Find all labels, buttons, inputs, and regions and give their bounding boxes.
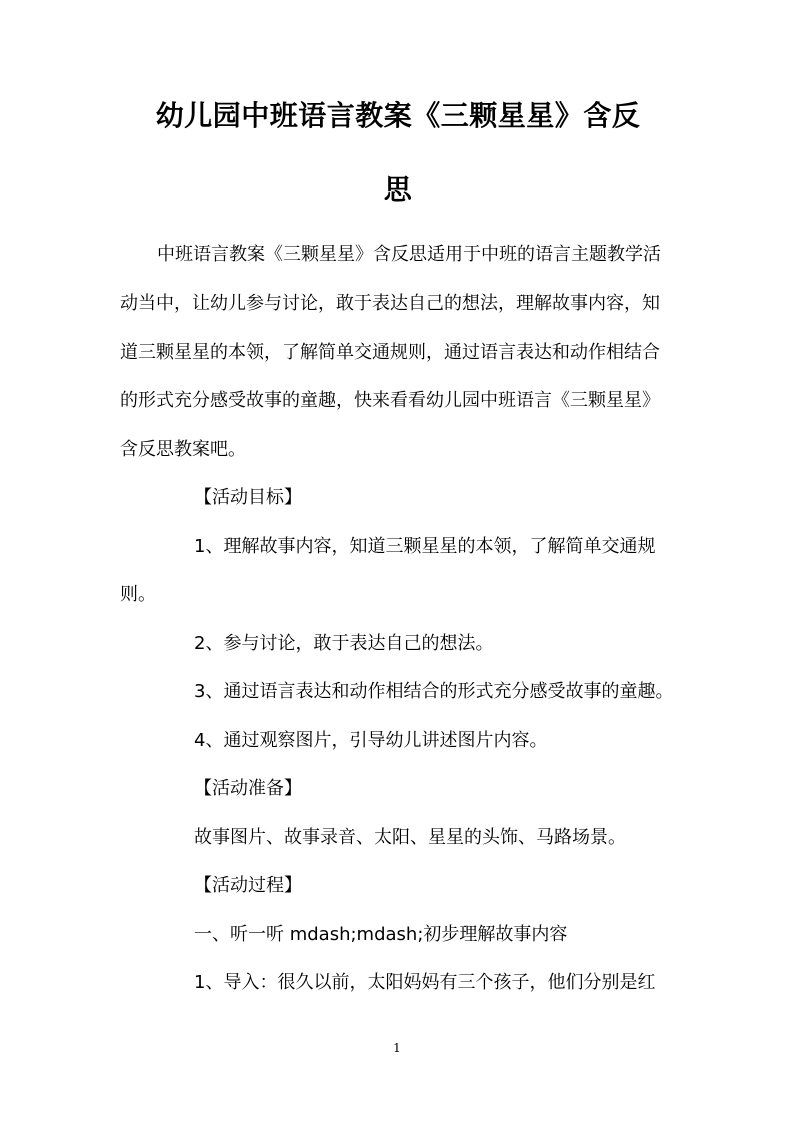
intro-line-3: 道三颗星星的本领，了解简单交通规则，通过语言表达和动作相结合 [120,342,660,363]
intro-line-1: 中班语言教案《三颗星星》含反思适用于中班的语言主题教学活 [157,244,661,265]
goal-3: 3、通过语言表达和动作相结合的形式充分感受故事的童趣。 [194,681,674,702]
intro-line-5: 含反思教案吧。 [120,439,246,460]
process-heading: 【活动过程】 [194,875,302,896]
process-step-1: 一、听一听 mdash;mdash;初步理解故事内容 [194,924,568,945]
document-title-line-2: 思 [383,173,413,206]
prep-text: 故事图片、故事录音、太阳、星星的头饰、马路场景。 [194,827,626,848]
intro-line-4: 的形式充分感受故事的童趣，快来看看幼儿园中班语言《三颗星星》 [120,390,660,411]
page-number: 1 [393,1041,401,1055]
goal-4: 4、通过观察图片，引导幼儿讲述图片内容。 [194,730,548,751]
goal-1-line-2: 则。 [120,584,156,605]
prep-heading: 【活动准备】 [194,778,302,799]
process-step-1-item-1: 1、导入：很久以前，太阳妈妈有三个孩子，他们分别是红 [194,972,656,993]
goals-heading: 【活动目标】 [194,487,302,508]
document-title-line-1: 幼儿园中班语言教案《三颗星星》含反 [155,99,641,132]
goal-2: 2、参与讨论，敢于表达自己的想法。 [194,633,494,654]
intro-line-2: 动当中，让幼儿参与讨论，敢于表达自己的想法，理解故事内容，知 [120,293,660,314]
goal-1-line-1: 1、理解故事内容，知道三颗星星的本领，了解简单交通规 [194,536,656,557]
